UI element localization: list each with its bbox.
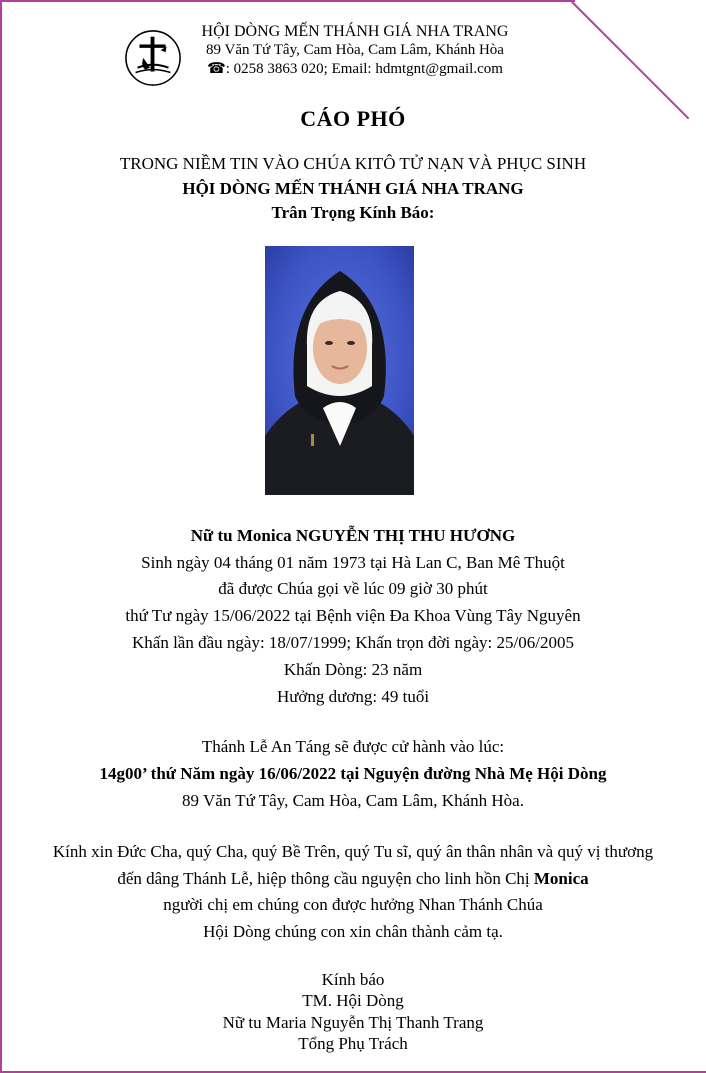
portrait-photo — [265, 246, 414, 495]
frame-corner-diagonal — [571, 1, 689, 119]
intro-line-2: HỘI DÒNG MẾN THÁNH GIÁ NHA TRANG — [182, 179, 524, 198]
invitation-line-1: Kính xin Đức Cha, quý Cha, quý Bề Trên, quý Tu sĩ, quý ân thân nhân và quý vị thương — [52, 842, 654, 861]
frame-top-border — [0, 0, 575, 2]
page-title: CÁO PHÓ — [300, 106, 406, 131]
funeral-intro: Thánh Lễ An Táng sẽ được cử hành vào lúc: — [201, 737, 505, 756]
congregation-logo-icon — [124, 29, 182, 87]
org-contact — [190, 60, 520, 79]
birth-info: Sinh ngày 04 tháng 01 năm 1973 tại Hà Lan C, Ban Mê Thuột — [141, 553, 565, 572]
contact-info: : 0258 3863 020; Email: hdmtgnt@gmail.com — [225, 61, 503, 77]
called-time: đã được Chúa gọi về lúc 09 giờ 30 phút — [218, 579, 488, 598]
invitation-line-3: người chị em chúng con được hưởng Nhan Thánh Chúa — [163, 895, 543, 914]
intro-line-1: TRONG NIỀM TIN VÀO CHÚA KITÔ TỬ NẠN VÀ PHỤC SINH — [119, 154, 587, 173]
years-in-order: Khấn Dòng: 23 năm — [283, 660, 423, 679]
signature-line-3: Nữ tu Maria Nguyễn Thị Thanh Trang — [222, 1013, 484, 1032]
telephone-icon: ☎ — [207, 61, 226, 77]
funeral-time-place: 14g00’ thứ Năm ngày 16/06/2022 tại Nguyện đường Nhà Mẹ Hội Dòng — [99, 764, 607, 783]
invitation-line-2: đến dâng Thánh Lễ, hiệp thông cầu nguyện cho linh hồn Chị Monica — [117, 869, 589, 888]
org-name: HỘI DÒNG MẾN THÁNH GIÁ NHA TRANG — [201, 23, 509, 40]
vows-info: Khấn lần đầu ngày: 18/07/1999; Khấn trọn đời ngày: 25/06/2005 — [132, 633, 574, 652]
deceased-name: Nữ tu Monica NGUYỄN THỊ THU HƯƠNG — [190, 526, 516, 545]
signature-line-1: Kính báo — [321, 970, 385, 989]
org-address: 89 Văn Tứ Tây, Cam Hòa, Cam Lâm, Khánh Hòa — [206, 42, 504, 58]
intro-line-3: Trân Trọng Kính Báo: — [271, 203, 435, 222]
funeral-address: 89 Văn Tứ Tây, Cam Hòa, Cam Lâm, Khánh Hòa. — [182, 791, 524, 810]
age-info: Hưởng dương: 49 tuổi — [276, 687, 430, 706]
death-date-place: thứ Tư ngày 15/06/2022 tại Bệnh viện Đa Khoa Vùng Tây Nguyên — [125, 606, 581, 625]
signature-line-4: Tổng Phụ Trách — [298, 1034, 408, 1053]
invitation-line-4: Hội Dòng chúng con xin chân thành cảm tạ. — [203, 922, 503, 941]
signature-line-2: TM. Hội Dòng — [302, 991, 404, 1010]
